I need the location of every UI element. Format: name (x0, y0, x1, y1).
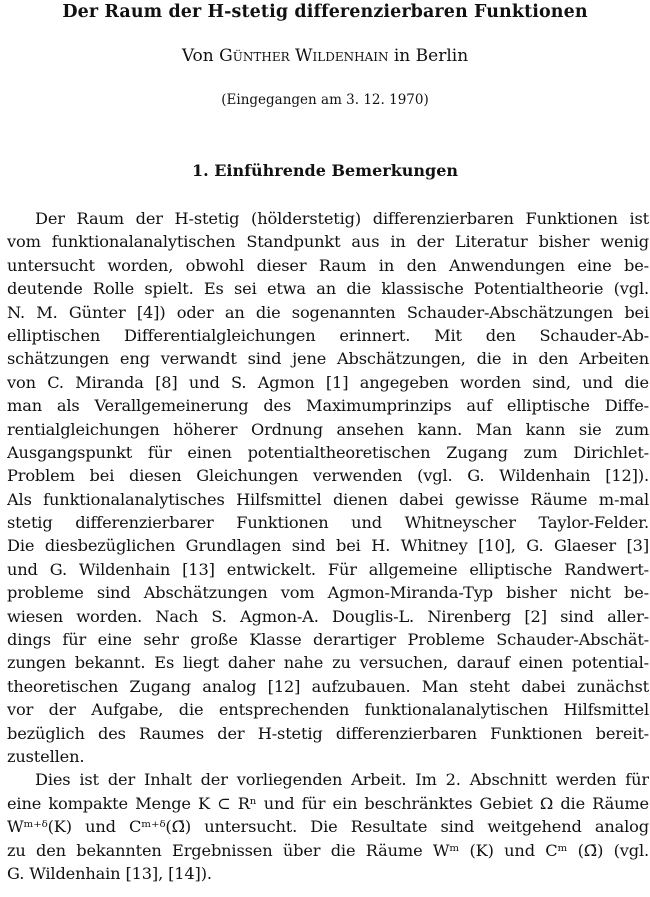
body-line: wiesen worden. Nach S. Agmon-A. Douglis-L. Nirenberg [2] sind aller- (7, 606, 649, 626)
body-line: Der Raum der H-stetig (hölderstetig) differenzierbaren Funktionen ist (35, 209, 649, 228)
body-line: Dies ist der Inhalt der vorliegenden Arbeit. Im 2. Abschnitt werden für (35, 770, 649, 790)
body-line: Problem bei diesen Gleichungen verwenden (vgl. G. Wildenhain [12]). (7, 466, 649, 486)
body-text (7, 207, 649, 885)
body-line: G. Wildenhain [13], [14]). (7, 863, 212, 883)
body-line: man als Verallgemeinerung des Maximumprinzips auf elliptische Diffe- (7, 396, 649, 416)
byline-prefix: Von (181, 46, 214, 66)
body-line: elliptischen Differentialgleichungen erinnert. Mit den Schauder-Ab- (7, 325, 649, 345)
body-line: dings für eine sehr große Klasse derartiger Probleme Schauder-Abschät- (7, 630, 649, 650)
body-line: N. M. Günter [4]) oder an die sogenannten Schauder-Abschätzungen bei (7, 302, 649, 322)
body-line: Wᵐ⁺ᵟ(K) und Cᵐ⁺ᵟ(Ω̄) untersucht. Die Resultate sind weitgehend analog (7, 817, 649, 837)
body-line: zustellen. (7, 746, 85, 766)
body-line: vom funktionalanalytischen Standpunkt aus in der Literatur bisher wenig (7, 232, 649, 252)
article-title: Der Raum der H-stetig differenzierbaren Funktionen (62, 2, 588, 22)
body-line: zungen bekannt. Es liegt daher nahe zu versuchen, darauf einen potential- (7, 653, 649, 673)
body-line: bezüglich des Raumes der H-stetig differenzierbaren Funktionen bereit- (7, 723, 649, 743)
body-line: Ausgangspunkt für einen potentialtheoretischen Zugang zum Dirichlet- (7, 442, 649, 462)
body-line: von C. Miranda [8] und S. Agmon [1] angegeben worden sind, und die (7, 372, 649, 392)
body-line: deutende Rolle spielt. Es sei etwa an die klassische Potentialtheorie (vgl. (7, 279, 649, 299)
received-date: (Eingegangen am 3. 12. 1970) (221, 92, 429, 108)
byline-location: in Berlin (393, 46, 469, 66)
body-line: untersucht worden, obwohl dieser Raum in den Anwendungen eine be- (7, 255, 649, 275)
body-line: rentialgleichungen höherer Ordnung ansehen kann. Man kann sie zum (7, 419, 649, 439)
body-line: stetig differenzierbarer Funktionen und Whitneyscher Taylor-Felder. (7, 513, 649, 533)
body-line: Die diesbezüglichen Grundlagen sind bei H. Whitney [10], G. Glaeser [3] (7, 536, 649, 556)
body-line: eine kompakte Menge K ⊂ Rⁿ und für ein beschränktes Gebiet Ω die Räume (7, 793, 649, 813)
body-line: vor der Aufgabe, die entsprechenden funktionalanalytischen Hilfsmittel (7, 700, 649, 720)
author-byline (0, 44, 650, 68)
body-line: Als funktionalanalytisches Hilfsmittel dienen dabei gewisse Räume m-mal (7, 489, 649, 509)
author-name: Günther Wildenhain (219, 46, 389, 66)
body-line: schätzungen eng verwandt sind jene Abschätzungen, die in den Arbeiten (7, 349, 649, 369)
body-line: probleme sind Abschätzungen vom Agmon-Miranda-Typ bisher nicht be- (7, 583, 649, 603)
section-heading: 1. Einführende Bemerkungen (191, 161, 459, 180)
body-line: zu den bekannten Ergebnissen über die Räume Wᵐ (K) und Cᵐ (Ω̄) (vgl. (7, 840, 649, 860)
body-line: und G. Wildenhain [13] entwickelt. Für allgemeine elliptische Randwert- (7, 559, 649, 579)
body-line: theoretischen Zugang analog [12] aufzubauen. Man steht dabei zunächst (7, 676, 649, 696)
